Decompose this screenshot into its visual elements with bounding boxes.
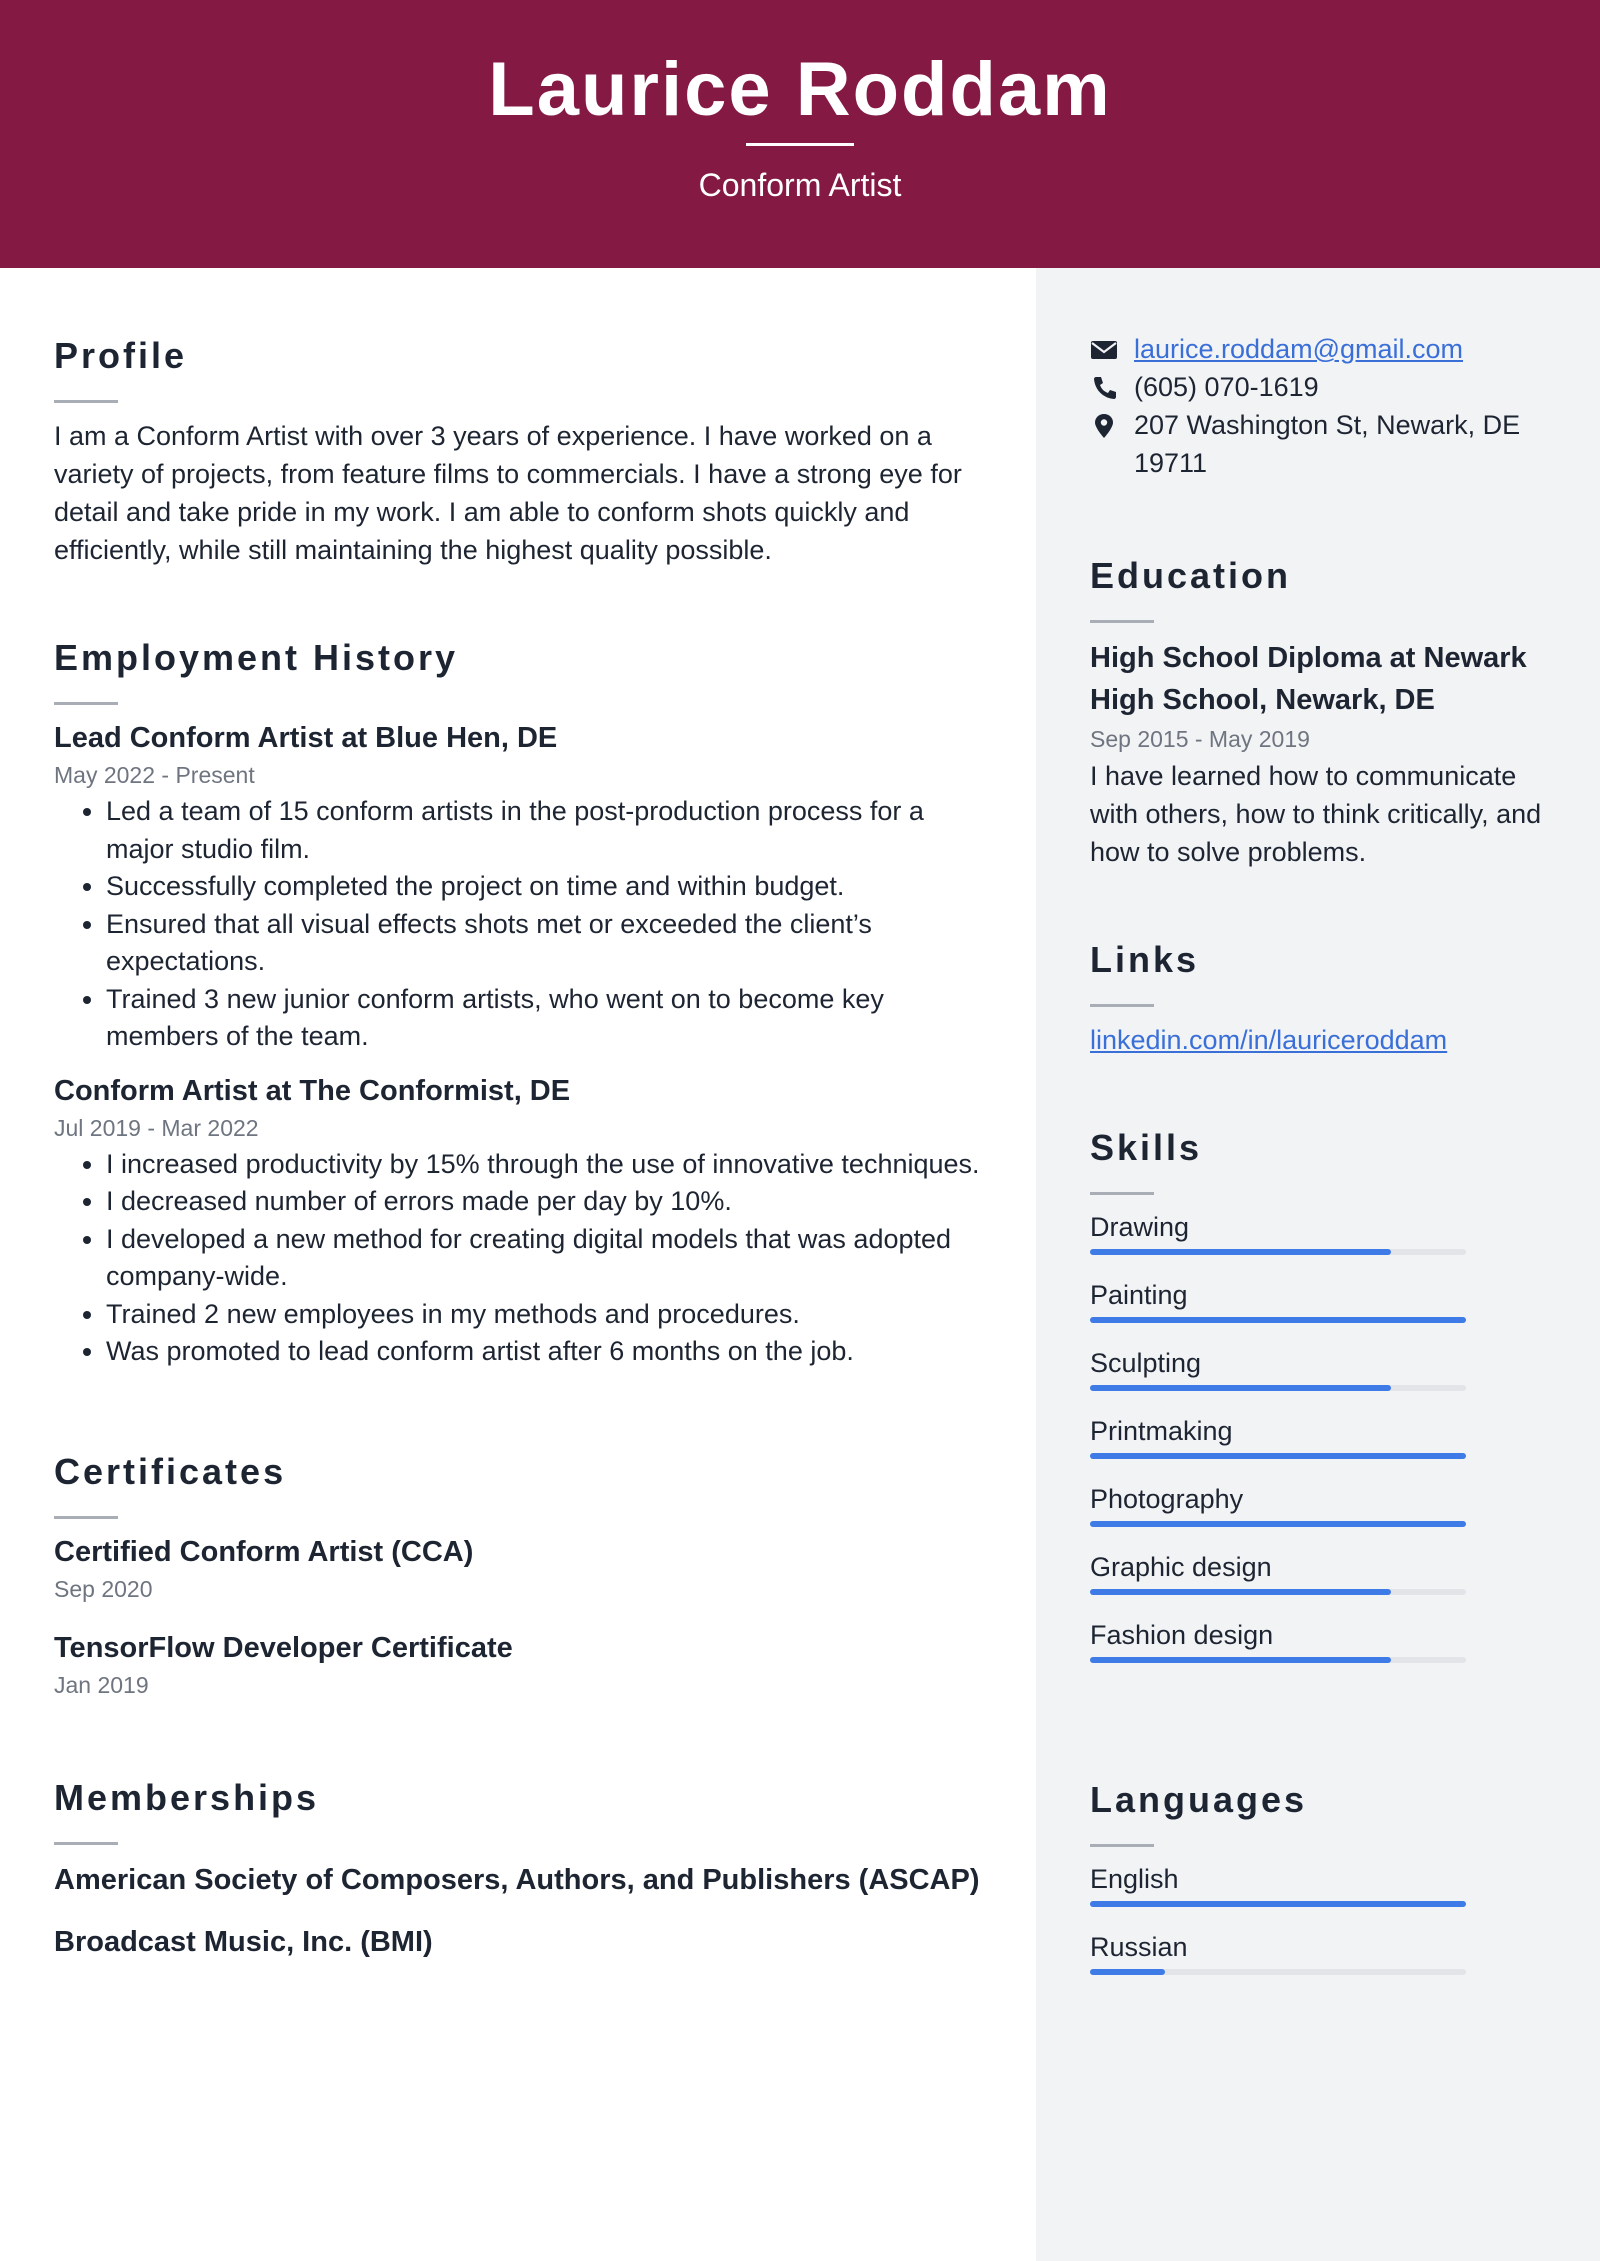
skill-level-track	[1090, 1453, 1466, 1459]
job-title: Conform Artist	[698, 167, 902, 203]
phone-number: (605) 070-1619	[1134, 372, 1319, 402]
envelope-icon	[1090, 338, 1118, 362]
membership-item: Broadcast Music, Inc. (BMI)	[54, 1926, 433, 1958]
section-divider	[1090, 620, 1154, 623]
address-line: 207 Washington St, Newark, DE	[1134, 410, 1521, 440]
skill-name: Graphic design	[1090, 1552, 1272, 1582]
membership-item: American Society of Composers, Authors, and Publishers (ASCAP)	[54, 1864, 980, 1896]
skill-level-fill	[1090, 1657, 1391, 1663]
contact-section	[1090, 330, 1570, 482]
certificate-name: TensorFlow Developer Certificate	[54, 1632, 513, 1664]
skill-item	[1090, 1481, 1570, 1527]
memberships-heading: Memberships	[54, 1777, 320, 1818]
section-divider	[1090, 1192, 1154, 1195]
job-entry-dates: May 2022 - Present	[54, 762, 255, 788]
section-divider	[54, 1516, 118, 1519]
certificates-heading: Certificates	[54, 1451, 287, 1492]
phone-icon	[1090, 376, 1118, 400]
language-level-fill	[1090, 1969, 1165, 1975]
employment-section	[54, 636, 984, 1371]
section-divider	[54, 702, 118, 705]
profile-line: I am a Conform Artist with over 3 years of experience. I have worked on a	[54, 421, 932, 451]
section-divider	[54, 1842, 118, 1845]
language-level-fill	[1090, 1901, 1466, 1907]
skills-heading: Skills	[1090, 1127, 1203, 1168]
header-divider	[746, 143, 854, 146]
skill-level-track	[1090, 1589, 1466, 1595]
job-bullet: • Trained 2 new employees in my methods and procedures.	[106, 1296, 984, 1334]
skill-level-track	[1090, 1249, 1466, 1255]
job-bullet: • Ensured that all visual effects shots met or exceeded the client’s expectations.	[106, 906, 984, 981]
linkedin-row	[1090, 1021, 1570, 1059]
job-bullet: • I decreased number of errors made per day by 10%.	[106, 1183, 984, 1221]
links-heading: Links	[1090, 939, 1200, 980]
skill-item	[1090, 1277, 1570, 1323]
contact-email	[1090, 330, 1570, 368]
skill-level-fill	[1090, 1385, 1391, 1391]
certificate-entry	[54, 1533, 984, 1607]
memberships-section	[54, 1776, 984, 1961]
links-section	[1090, 938, 1570, 1059]
certificate-entry	[54, 1629, 984, 1703]
language-name: English	[1090, 1864, 1179, 1894]
skill-level-fill	[1090, 1521, 1466, 1527]
certificate-date: Jan 2019	[54, 1672, 149, 1698]
skill-name: Drawing	[1090, 1212, 1190, 1242]
job-bullet: • Led a team of 15 conform artists in the post-production process for a major studio film.	[106, 793, 984, 868]
skill-item	[1090, 1413, 1570, 1459]
linkedin-link[interactable]: linkedin.com/in/lauriceroddam	[1090, 1025, 1448, 1055]
candidate-name: Laurice Roddam	[488, 47, 1112, 132]
skills-list	[1090, 1209, 1570, 1663]
skill-level-fill	[1090, 1589, 1391, 1595]
education-heading: Education	[1090, 555, 1292, 596]
skill-name: Painting	[1090, 1280, 1188, 1310]
job-bullets	[54, 793, 984, 1056]
resume-header	[0, 0, 1600, 268]
skill-level-fill	[1090, 1453, 1466, 1459]
certificates-section	[54, 1450, 984, 1703]
job-bullet: • I developed a new method for creating digital models that was adopted company-wide.	[106, 1221, 984, 1296]
job-entry-title: Lead Conform Artist at Blue Hen, DE	[54, 722, 558, 754]
languages-list	[1090, 1861, 1570, 1975]
languages-heading: Languages	[1090, 1779, 1308, 1820]
section-divider	[54, 400, 118, 403]
job-bullet: • Trained 3 new junior conform artists, who went on to become key members of the team.	[106, 981, 984, 1056]
skill-name: Sculpting	[1090, 1348, 1202, 1378]
skill-item	[1090, 1549, 1570, 1595]
education-description: how to solve problems.	[1090, 837, 1367, 867]
certificate-date: Sep 2020	[54, 1576, 153, 1602]
skill-item	[1090, 1617, 1570, 1663]
job-entry-title: Conform Artist at The Conformist, DE	[54, 1074, 571, 1107]
language-level-track	[1090, 1901, 1466, 1907]
profile-heading: Profile	[54, 335, 188, 376]
employment-heading: Employment History	[54, 637, 459, 678]
contact-phone	[1090, 368, 1570, 406]
profile-section	[54, 334, 984, 569]
degree-title: High School, Newark, DE	[1090, 684, 1435, 716]
job-entry-dates: Jul 2019 - Mar 2022	[54, 1114, 259, 1141]
job-bullets	[54, 1146, 984, 1371]
degree-title: High School Diploma at Newark	[1090, 642, 1527, 674]
language-item	[1090, 1929, 1570, 1975]
profile-line: efficiently, while still maintaining the highest quality possible.	[54, 535, 772, 565]
skill-name: Photography	[1090, 1484, 1244, 1514]
skill-level-track	[1090, 1521, 1466, 1527]
skill-level-track	[1090, 1385, 1466, 1391]
job-bullet: • Successfully completed the project on time and within budget.	[106, 868, 984, 906]
job-bullet: • I increased productivity by 15% through the use of innovative techniques.	[106, 1146, 984, 1184]
job-entry	[54, 1072, 984, 1371]
education-dates: Sep 2015 - May 2019	[1090, 726, 1310, 752]
certificate-name: Certified Conform Artist (CCA)	[54, 1536, 474, 1568]
email-link[interactable]: laurice.roddam@gmail.com	[1134, 334, 1464, 364]
section-divider	[1090, 1004, 1154, 1007]
job-bullet: • Was promoted to lead conform artist after 6 months on the job.	[106, 1333, 984, 1371]
skills-section	[1090, 1126, 1570, 1663]
language-name: Russian	[1090, 1932, 1188, 1962]
skill-name: Fashion design	[1090, 1620, 1274, 1650]
education-description: I have learned how to communicate	[1090, 761, 1517, 791]
skill-level-track	[1090, 1317, 1466, 1323]
profile-line: variety of projects, from feature films to commercials. I have a strong eye for	[54, 459, 962, 489]
job-entry	[54, 719, 984, 1056]
address-line: 19711	[1134, 448, 1208, 478]
languages-section	[1090, 1778, 1570, 1975]
skill-item	[1090, 1209, 1570, 1255]
section-divider	[1090, 1844, 1154, 1847]
skill-level-fill	[1090, 1317, 1466, 1323]
map-pin-icon	[1090, 414, 1118, 438]
skill-item	[1090, 1345, 1570, 1391]
contact-address	[1090, 406, 1570, 482]
education-section	[1090, 554, 1570, 871]
language-level-track	[1090, 1969, 1466, 1975]
education-description: with others, how to think critically, and	[1090, 799, 1542, 829]
skill-name: Printmaking	[1090, 1416, 1233, 1446]
profile-line: detail and take pride in my work. I am able to conform shots quickly and	[54, 497, 910, 527]
skill-level-track	[1090, 1657, 1466, 1663]
language-item	[1090, 1861, 1570, 1907]
skill-level-fill	[1090, 1249, 1391, 1255]
